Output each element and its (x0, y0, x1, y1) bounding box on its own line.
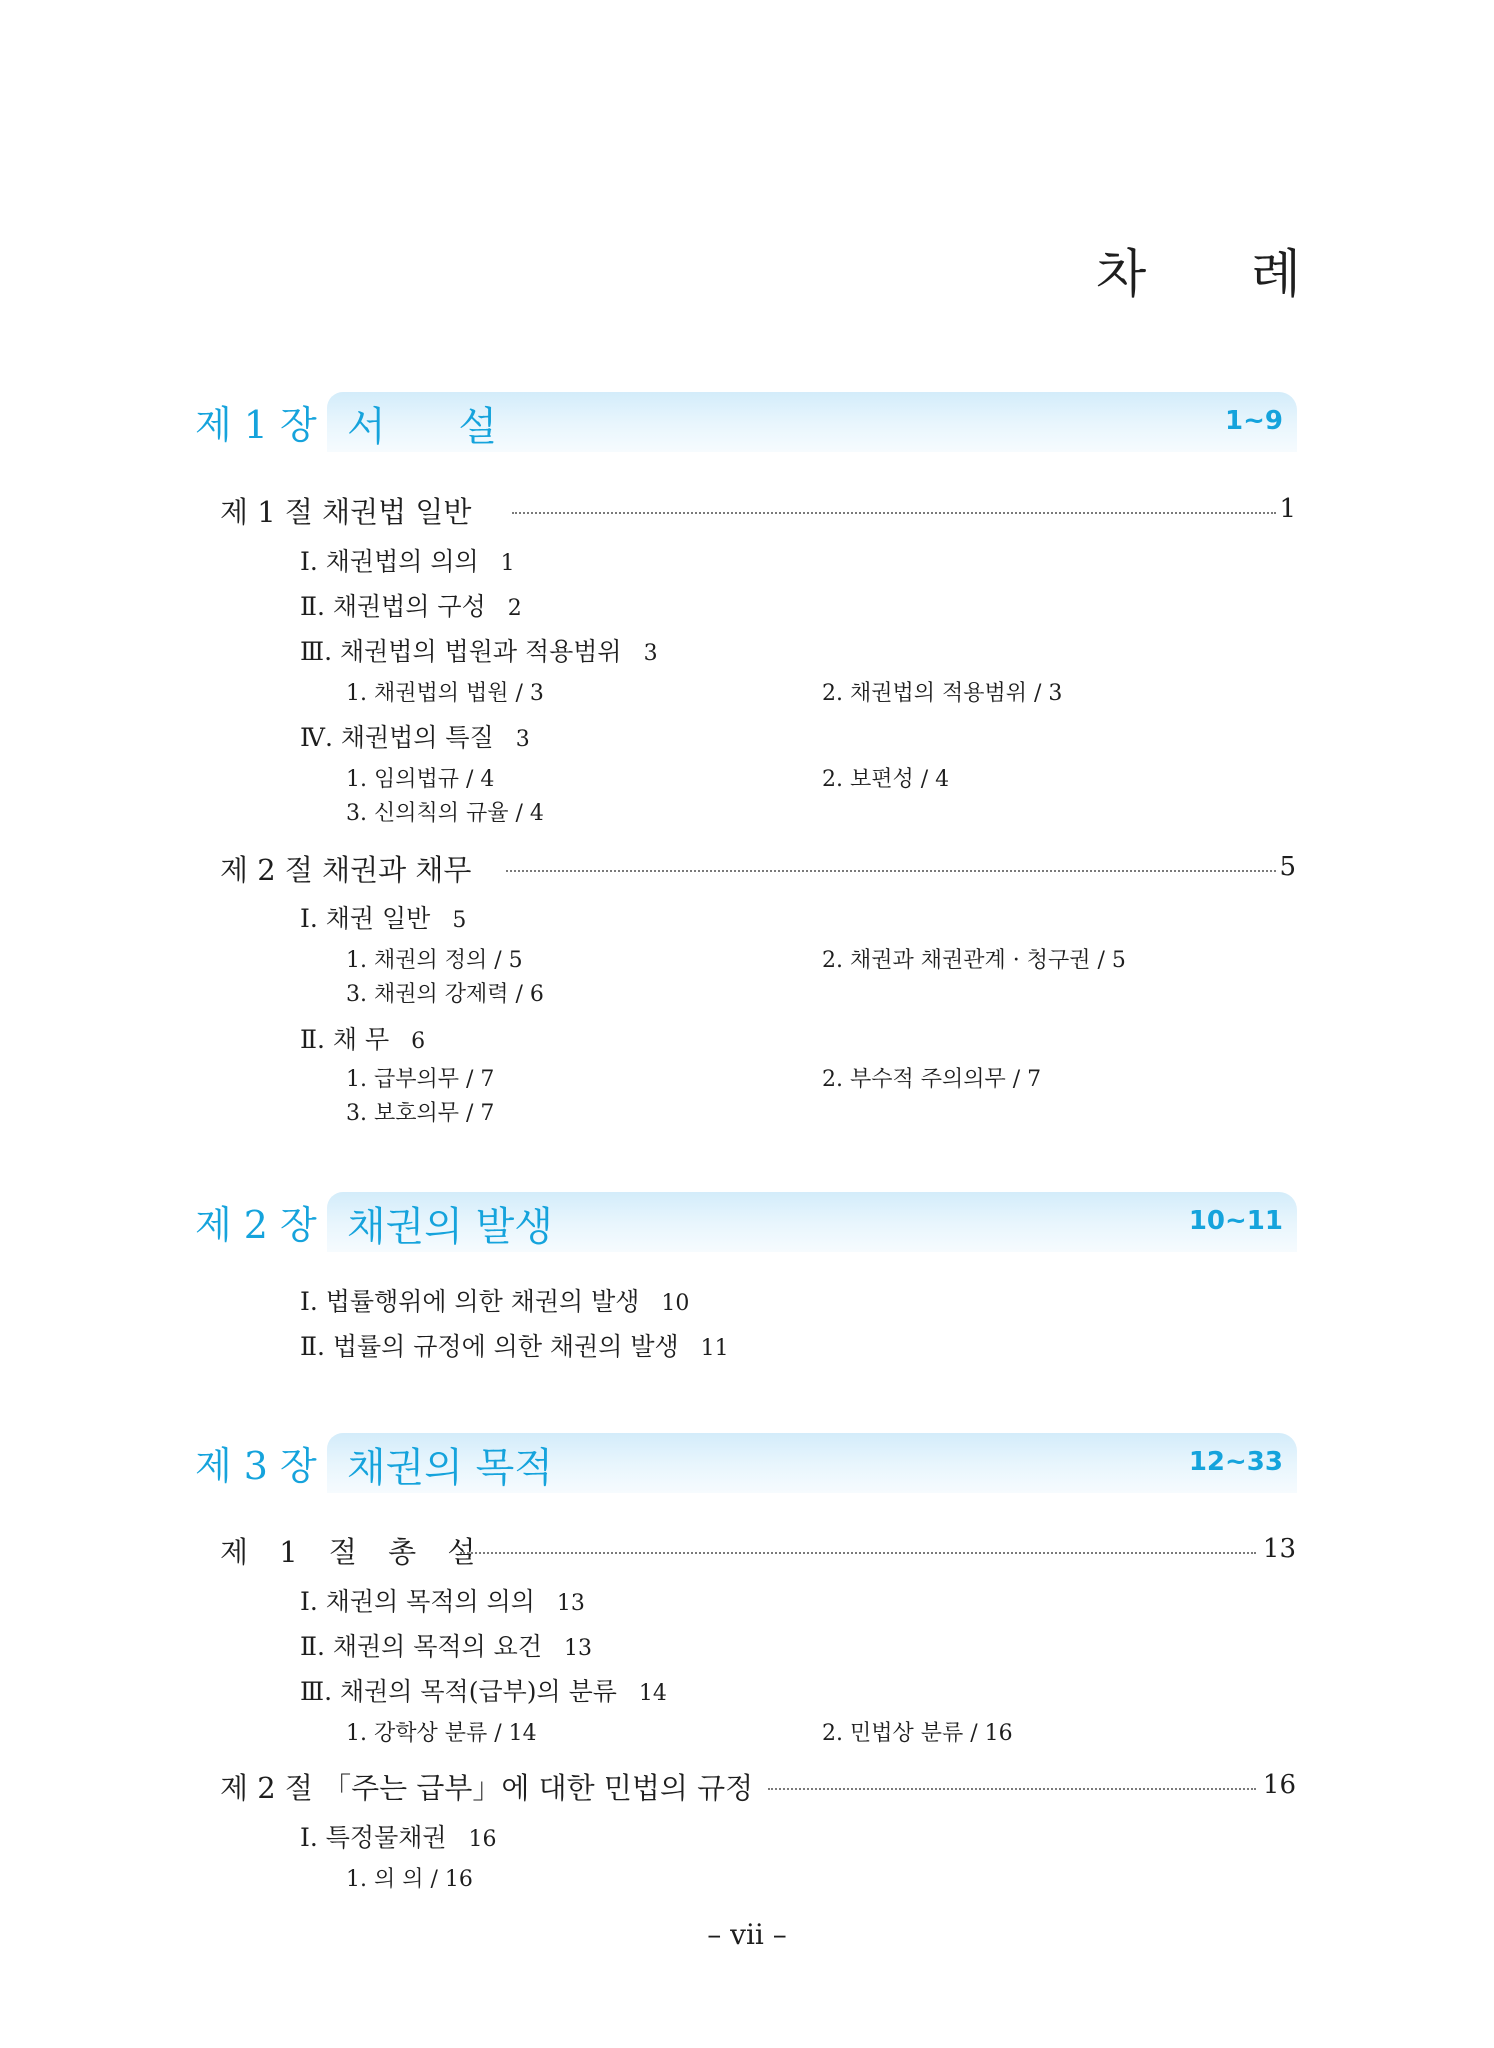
item-title: Ⅰ. 법률행위에 의한 채권의 발생 (300, 1287, 640, 1316)
item-page: 16 (468, 1827, 497, 1852)
item-page: 1 (500, 551, 515, 576)
toc-subitem[interactable]: 1. 급부의무 / 7 (346, 1067, 495, 1092)
chapter-number: 제 2 장 (195, 1203, 317, 1247)
section-title: 제 1 절 총 설 (220, 1535, 476, 1569)
chapter-page-range: 12~33 (1188, 1447, 1283, 1477)
section-3-2[interactable] (220, 1766, 1296, 1804)
toc-subitem[interactable]: 1. 임의법규 / 4 (346, 767, 495, 792)
chapter-title: 서 설 (347, 404, 497, 450)
toc-item[interactable] (300, 718, 530, 754)
item-page: 10 (661, 1291, 690, 1316)
section-1-2[interactable] (220, 848, 1296, 886)
section-page: 16 (1262, 1770, 1296, 1800)
chapter-page-range: 1~9 (1225, 406, 1283, 436)
section-title: 제 2 절 「주는 급부」에 대한 민법의 규정 (220, 1771, 754, 1805)
toc-item[interactable] (300, 587, 522, 623)
toc-subitem[interactable]: 1. 의 의 / 16 (346, 1867, 473, 1892)
section-title: 제 2 절 채권과 채무 (220, 853, 472, 887)
chapter-title: 채권의 목적 (347, 1445, 553, 1491)
item-page: 13 (556, 1591, 585, 1616)
item-title: Ⅰ. 채권의 목적의 의의 (300, 1587, 535, 1616)
item-page: 13 (563, 1636, 592, 1661)
chapter-number: 제 3 장 (195, 1444, 317, 1488)
toc-item[interactable] (300, 1627, 592, 1663)
chapter-title-bar (327, 1433, 1297, 1493)
item-title: Ⅲ. 채권의 목적(급부)의 분류 (300, 1677, 617, 1706)
toc-subitem[interactable]: 2. 채권법의 적용범위 / 3 (822, 681, 1063, 706)
toc-subitem[interactable]: 1. 채권법의 법원 / 3 (346, 681, 544, 706)
chapter-title: 채권의 발생 (347, 1204, 553, 1250)
dot-leader (512, 512, 1276, 514)
chapter-page-range: 10~11 (1188, 1206, 1283, 1236)
toc-item[interactable] (300, 1818, 497, 1854)
item-title: Ⅰ. 특정물채권 (300, 1823, 447, 1852)
chapter-title-bar (327, 1192, 1297, 1252)
item-page: 11 (700, 1336, 729, 1361)
item-title: Ⅱ. 채권의 목적의 요건 (300, 1632, 542, 1661)
item-title: Ⅱ. 채 무 (300, 1025, 390, 1054)
item-title: Ⅲ. 채권법의 법원과 적용범위 (300, 637, 622, 666)
item-title: Ⅱ. 채권법의 구성 (300, 592, 486, 621)
item-page: 2 (507, 596, 522, 621)
toc-subitem[interactable]: 2. 민법상 분류 / 16 (822, 1721, 1013, 1746)
section-page: 13 (1262, 1534, 1296, 1564)
toc-subitem[interactable]: 2. 보편성 / 4 (822, 767, 950, 792)
chapter-1-header[interactable] (195, 392, 1297, 454)
toc-item[interactable] (300, 632, 658, 668)
item-title: Ⅱ. 법률의 규정에 의한 채권의 발생 (300, 1332, 679, 1361)
toc-subitem[interactable]: 2. 부수적 주의의무 / 7 (822, 1067, 1042, 1092)
section-title: 제 1 절 채권법 일반 (220, 495, 472, 529)
dot-leader (768, 1788, 1256, 1790)
toc-item[interactable] (300, 1327, 729, 1363)
chapter-2-header[interactable] (195, 1192, 1297, 1254)
dot-leader (460, 1552, 1256, 1554)
toc-subitem[interactable]: 2. 채권과 채권관계 · 청구권 / 5 (822, 948, 1126, 973)
toc-item[interactable] (300, 1020, 425, 1056)
toc-item[interactable] (300, 1672, 667, 1708)
item-page: 3 (643, 641, 658, 666)
item-page: 6 (411, 1029, 426, 1054)
chapter-number: 제 1 장 (195, 403, 317, 447)
section-page: 5 (1279, 852, 1296, 882)
item-title: Ⅳ. 채권법의 특질 (300, 723, 494, 752)
section-3-1[interactable] (220, 1530, 1296, 1568)
chapter-3-header[interactable] (195, 1433, 1297, 1495)
toc-item[interactable] (300, 899, 466, 935)
toc-subitem[interactable]: 1. 강학상 분류 / 14 (346, 1721, 537, 1746)
toc-subitem[interactable]: 3. 채권의 강제력 / 6 (346, 982, 544, 1007)
dot-leader (506, 870, 1276, 872)
toc-subitem[interactable]: 3. 보호의무 / 7 (346, 1101, 495, 1126)
toc-item[interactable] (300, 1282, 689, 1318)
item-title: Ⅰ. 채권법의 의의 (300, 547, 479, 576)
chapter-title-bar (327, 392, 1297, 452)
item-page: 14 (638, 1681, 667, 1706)
toc-subitem[interactable]: 3. 신의칙의 규율 / 4 (346, 801, 544, 826)
page-number: – vii – (707, 1918, 787, 1951)
item-page: 5 (452, 908, 467, 933)
page-title: 차 례 (1096, 245, 1303, 305)
section-1-1[interactable] (220, 490, 1296, 528)
item-title: Ⅰ. 채권 일반 (300, 904, 431, 933)
item-page: 3 (515, 727, 530, 752)
toc-item[interactable] (300, 1582, 585, 1618)
toc-subitem[interactable]: 1. 채권의 정의 / 5 (346, 948, 523, 973)
section-page: 1 (1279, 494, 1296, 524)
toc-item[interactable] (300, 542, 515, 578)
